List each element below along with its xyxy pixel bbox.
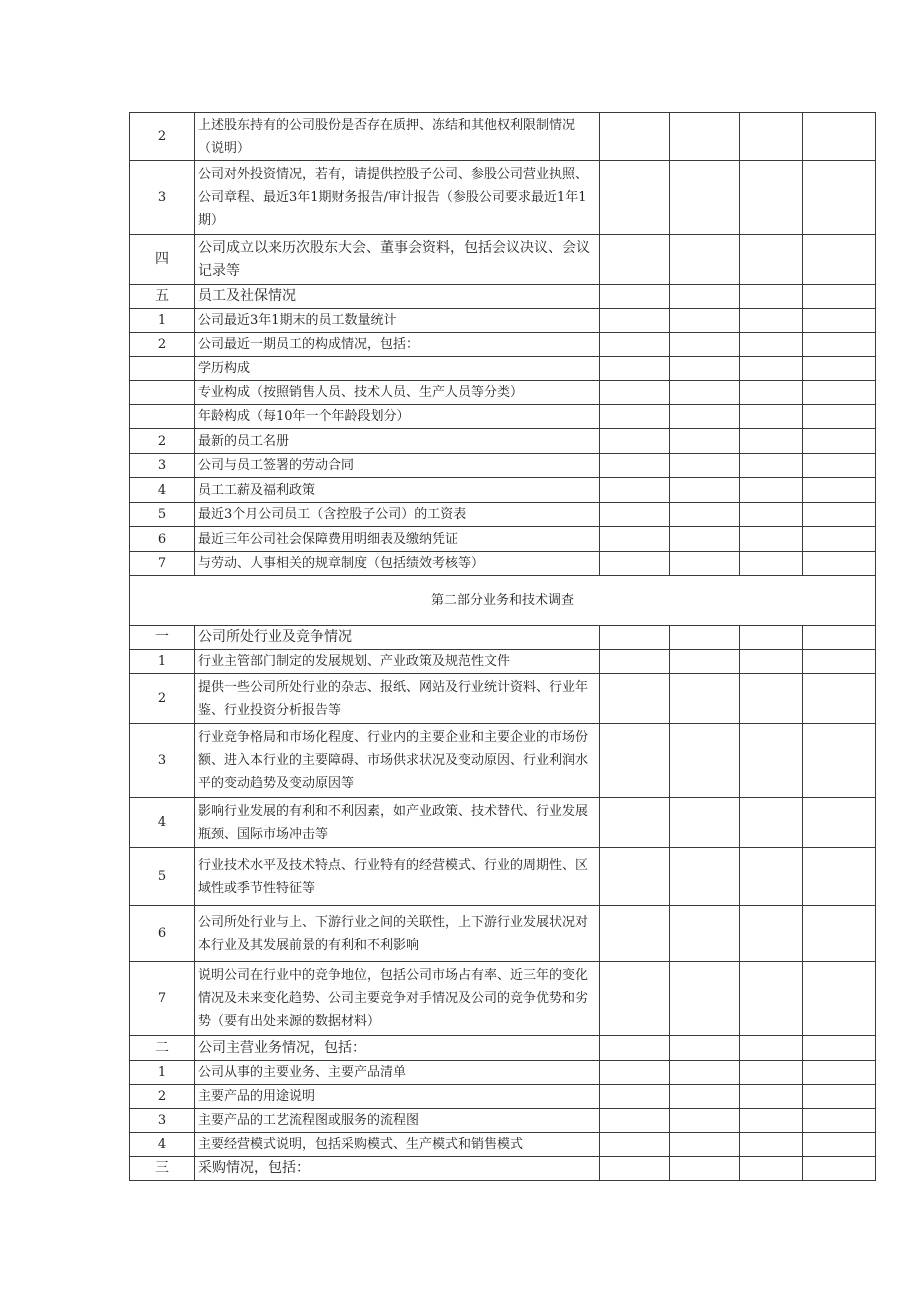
section-row [130,285,876,309]
table-row [130,552,876,576]
blank-cell[interactable] [803,454,876,478]
row-number: 7 [130,552,195,576]
row-number: 6 [130,527,195,552]
blank-cell[interactable] [803,405,876,429]
blank-cell[interactable] [740,357,803,381]
blank-cell[interactable] [740,798,803,848]
table-row [130,1133,876,1157]
row-number: 1 [130,309,195,333]
blank-cell[interactable] [740,1109,803,1133]
blank-cell[interactable] [740,1036,803,1061]
blank-cell[interactable] [740,381,803,405]
blank-cell[interactable] [600,1157,670,1181]
table-row [130,503,876,527]
section-row [130,626,876,650]
blank-cell[interactable] [670,1157,740,1181]
blank-cell[interactable] [740,1157,803,1181]
blank-cell[interactable] [670,478,740,503]
blank-cell[interactable] [803,1133,876,1157]
blank-cell[interactable] [600,333,670,357]
blank-cell[interactable] [740,1133,803,1157]
blank-cell[interactable] [670,161,740,235]
row-description: 说明公司在行业中的竞争地位，包括公司市场占有率、近三年的变化情况及未来变化趋势、公司主要竞争对手情况及公司的竞争优势和劣势（要有出处来源的数据材料） [195,962,600,1036]
blank-cell[interactable] [670,1061,740,1085]
part-title: 第二部分业务和技术调查 [130,576,876,626]
table-row [130,848,876,906]
table-row [130,333,876,357]
row-number: 4 [130,478,195,503]
table-row [130,161,876,235]
blank-cell[interactable] [600,357,670,381]
blank-cell[interactable] [740,626,803,650]
blank-cell[interactable] [600,626,670,650]
row-description: 最近3个月公司员工（含控股子公司）的工资表 [195,503,600,527]
blank-cell[interactable] [670,309,740,333]
table-row [130,962,876,1036]
blank-cell[interactable] [670,285,740,309]
blank-cell[interactable] [803,798,876,848]
row-description: 最新的员工名册 [195,429,600,454]
row-number [130,357,195,381]
row-number: 一 [130,626,195,650]
blank-cell[interactable] [670,454,740,478]
row-description: 行业竞争格局和市场化程度、行业内的主要企业和主要企业的市场份额、进入本行业的主要障碍、市场供求状况及变动原因、行业利润水平的变动趋势及变动原因等 [195,724,600,798]
blank-cell[interactable] [740,848,803,906]
blank-cell[interactable] [803,1036,876,1061]
row-number: 二 [130,1036,195,1061]
row-number: 5 [130,848,195,906]
blank-cell[interactable] [740,1061,803,1085]
blank-cell[interactable] [600,906,670,962]
blank-cell[interactable] [670,626,740,650]
blank-cell[interactable] [600,503,670,527]
blank-cell[interactable] [803,650,876,674]
row-number: 3 [130,161,195,235]
blank-cell[interactable] [740,962,803,1036]
row-description: 员工及社保情况 [195,285,600,309]
row-description: 公司所处行业与上、下游行业之间的关联性，上下游行业发展状况对本行业及其发展前景的有利和不利影响 [195,906,600,962]
blank-cell[interactable] [803,962,876,1036]
blank-cell[interactable] [670,552,740,576]
blank-cell[interactable] [740,478,803,503]
table-row [130,724,876,798]
row-number: 四 [130,235,195,285]
row-description: 学历构成 [195,357,600,381]
row-number: 6 [130,906,195,962]
blank-cell[interactable] [670,848,740,906]
blank-cell[interactable] [600,161,670,235]
blank-cell[interactable] [670,527,740,552]
section-row [130,1036,876,1061]
table-row [130,1109,876,1133]
row-number: 5 [130,503,195,527]
row-description: 行业技术水平及技术特点、行业特有的经营模式、行业的周期性、区域性或季节性特征等 [195,848,600,906]
row-description: 公司主营业务情况，包括： [195,1036,600,1061]
blank-cell[interactable] [670,235,740,285]
row-number: 3 [130,724,195,798]
blank-cell[interactable] [740,161,803,235]
row-description: 提供一些公司所处行业的杂志、报纸、网站及行业统计资料、行业年鉴、行业投资分析报告等 [195,674,600,724]
blank-cell[interactable] [670,333,740,357]
blank-cell[interactable] [740,113,803,161]
blank-cell[interactable] [740,454,803,478]
row-description: 公司所处行业及竞争情况 [195,626,600,650]
blank-cell[interactable] [600,309,670,333]
row-description: 行业主管部门制定的发展规划、产业政策及规范性文件 [195,650,600,674]
blank-cell[interactable] [740,527,803,552]
table-row [130,798,876,848]
blank-cell[interactable] [803,906,876,962]
blank-cell[interactable] [600,552,670,576]
blank-cell[interactable] [600,650,670,674]
row-description: 员工工薪及福利政策 [195,478,600,503]
blank-cell[interactable] [600,113,670,161]
blank-cell[interactable] [670,724,740,798]
blank-cell[interactable] [670,798,740,848]
row-description: 主要经营模式说明，包括采购模式、生产模式和销售模式 [195,1133,600,1157]
blank-cell[interactable] [803,333,876,357]
blank-cell[interactable] [670,113,740,161]
row-description: 公司与员工签署的劳动合同 [195,454,600,478]
row-description: 与劳动、人事相关的规章制度（包括绩效考核等） [195,552,600,576]
blank-cell[interactable] [740,333,803,357]
blank-cell[interactable] [600,429,670,454]
table-row [130,429,876,454]
blank-cell[interactable] [803,552,876,576]
blank-cell[interactable] [670,1109,740,1133]
blank-cell[interactable] [740,235,803,285]
blank-cell[interactable] [803,1085,876,1109]
blank-cell[interactable] [740,552,803,576]
blank-cell[interactable] [600,674,670,724]
row-description: 采购情况，包括： [195,1157,600,1181]
blank-cell[interactable] [740,429,803,454]
table-row [130,309,876,333]
row-description: 年龄构成（每10年一个年龄段划分） [195,405,600,429]
row-number: 2 [130,1085,195,1109]
row-number: 4 [130,798,195,848]
blank-cell[interactable] [803,309,876,333]
row-number: 2 [130,333,195,357]
blank-cell[interactable] [670,1085,740,1109]
row-number: 3 [130,1109,195,1133]
blank-cell[interactable] [803,381,876,405]
blank-cell[interactable] [740,1085,803,1109]
blank-cell[interactable] [803,285,876,309]
section-row [130,1157,876,1181]
row-number: 7 [130,962,195,1036]
row-number [130,381,195,405]
table-row [130,1085,876,1109]
blank-cell[interactable] [803,527,876,552]
blank-cell[interactable] [740,724,803,798]
row-number: 1 [130,650,195,674]
blank-cell[interactable] [600,405,670,429]
blank-cell[interactable] [670,429,740,454]
blank-cell[interactable] [803,161,876,235]
row-number: 2 [130,429,195,454]
blank-cell[interactable] [803,848,876,906]
blank-cell[interactable] [803,503,876,527]
blank-cell[interactable] [600,381,670,405]
row-description: 上述股东持有的公司股份是否存在质押、冻结和其他权利限制情况（说明） [195,113,600,161]
row-number: 五 [130,285,195,309]
part-heading-row [130,576,876,626]
due-diligence-table [129,112,876,1181]
blank-cell[interactable] [600,1061,670,1085]
blank-cell[interactable] [803,113,876,161]
row-description: 公司最近3年1期末的员工数量统计 [195,309,600,333]
blank-cell[interactable] [600,478,670,503]
table-row [130,454,876,478]
row-description: 影响行业发展的有利和不利因素，如产业政策、技术替代、行业发展瓶颈、国际市场冲击等 [195,798,600,848]
blank-cell[interactable] [670,503,740,527]
table-row [130,113,876,161]
row-number: 3 [130,454,195,478]
blank-cell[interactable] [803,1109,876,1133]
blank-cell[interactable] [803,478,876,503]
blank-cell[interactable] [600,454,670,478]
blank-cell[interactable] [600,798,670,848]
blank-cell[interactable] [670,1133,740,1157]
table-row [130,650,876,674]
blank-cell[interactable] [600,527,670,552]
blank-cell[interactable] [670,650,740,674]
row-description: 公司从事的主要业务、主要产品清单 [195,1061,600,1085]
blank-cell[interactable] [670,381,740,405]
blank-cell[interactable] [803,1061,876,1085]
row-description: 主要产品的用途说明 [195,1085,600,1109]
row-number: 2 [130,674,195,724]
blank-cell[interactable] [740,503,803,527]
table-row [130,478,876,503]
row-description: 专业构成（按照销售人员、技术人员、生产人员等分类） [195,381,600,405]
blank-cell[interactable] [740,674,803,724]
table-row [130,405,876,429]
row-description: 公司对外投资情况，若有，请提供控股子公司、参股公司营业执照、公司章程、最近3年1期财务报告/审计报告（参股公司要求最近1年1期） [195,161,600,235]
blank-cell[interactable] [670,674,740,724]
row-description: 公司最近一期员工的构成情况，包括： [195,333,600,357]
blank-cell[interactable] [803,1157,876,1181]
table-row [130,906,876,962]
blank-cell[interactable] [670,405,740,429]
blank-cell[interactable] [740,405,803,429]
table-row [130,381,876,405]
blank-cell[interactable] [600,962,670,1036]
row-description: 主要产品的工艺流程图或服务的流程图 [195,1109,600,1133]
blank-cell[interactable] [803,724,876,798]
blank-cell[interactable] [740,309,803,333]
row-number: 1 [130,1061,195,1085]
blank-cell[interactable] [803,235,876,285]
blank-cell[interactable] [803,674,876,724]
blank-cell[interactable] [740,906,803,962]
table-row [130,357,876,381]
row-number: 三 [130,1157,195,1181]
row-description: 最近三年公司社会保障费用明细表及缴纳凭证 [195,527,600,552]
blank-cell[interactable] [670,906,740,962]
blank-cell[interactable] [600,848,670,906]
blank-cell[interactable] [803,429,876,454]
row-number: 4 [130,1133,195,1157]
blank-cell[interactable] [670,357,740,381]
blank-cell[interactable] [600,1036,670,1061]
row-number [130,405,195,429]
blank-cell[interactable] [670,962,740,1036]
section-row [130,235,876,285]
blank-cell[interactable] [600,285,670,309]
row-number: 2 [130,113,195,161]
blank-cell[interactable] [600,724,670,798]
table-body [130,113,876,1181]
blank-cell[interactable] [740,650,803,674]
blank-cell[interactable] [803,357,876,381]
blank-cell[interactable] [600,235,670,285]
table-row [130,527,876,552]
row-description: 公司成立以来历次股东大会、董事会资料，包括会议决议、会议记录等 [195,235,600,285]
blank-cell[interactable] [803,626,876,650]
blank-cell[interactable] [670,1036,740,1061]
blank-cell[interactable] [740,285,803,309]
table-row [130,1061,876,1085]
blank-cell[interactable] [600,1085,670,1109]
blank-cell[interactable] [600,1133,670,1157]
table-row [130,674,876,724]
blank-cell[interactable] [600,1109,670,1133]
